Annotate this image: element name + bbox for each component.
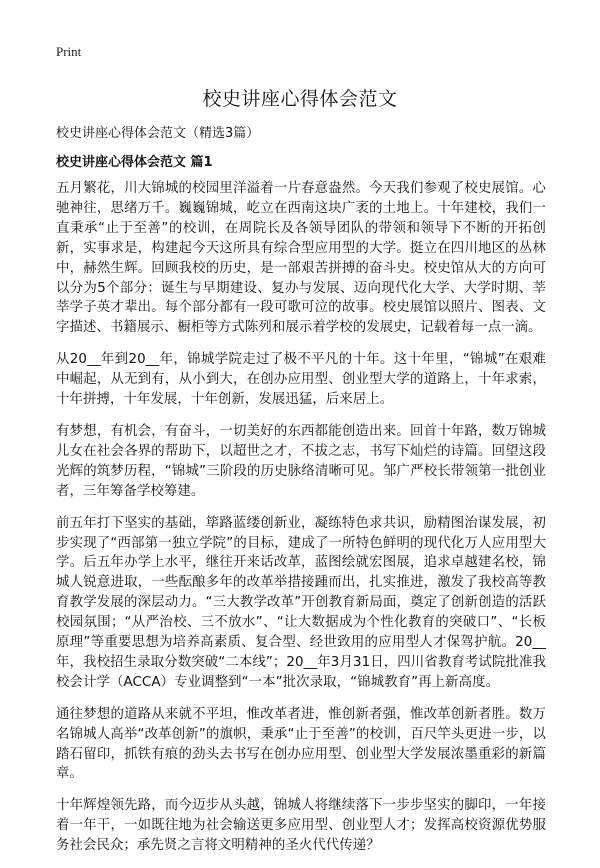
page-title: 校史讲座心得体会范文 (202, 88, 398, 110)
paragraph: 通往梦想的道路从来就不平坦，惟改革者进，惟创新者强，惟改革创新者胜。数万名锦城人高举“改革创新”的旗帜，秉承“止于至善”的校训，百尺竿头更进一步，以踏石留印，抓铁有痕的劲头去书写在创办应用型、创业型大学发展浓墨重彩的新篇章。 (56, 706, 546, 782)
paragraph: 有梦想，有机会，有奋斗，一切美好的东西都能创造出来。回首十年路，数万锦城儿女在社会各界的帮助下，以超世之才，不拔之志，书写下灿烂的诗篇。回望这段光辉的筑梦历程，“锦城”三阶段的历史脉络清晰可见。邹广严校长带领第一批创业者，三年筹备学校筹建。 (56, 423, 546, 499)
article-body (56, 179, 546, 868)
paragraph: 十年辉煌领先路，而今迈步从头越，锦城人将继续落下一步步坚实的脚印，一年接着一年干，一如既往地为社会输送更多应用型、创业型人才；发挥高校资源优势服务社会民众；承先贤之言将文明精神的圣火代代传递？ (56, 798, 546, 854)
print-link[interactable]: Print (56, 44, 82, 59)
paragraph: 从20__年到20__年，锦城学院走过了极不平凡的十年。这十年里，“锦城”在艰难中崛起，从无到有，从小到大，在创办应用型、创业型大学的道路上，十年求索，十年拼搏，十年发展，十年创新，发展迅猛，后来居上。 (56, 352, 546, 408)
document-subtitle: 校史讲座心得体会范文（精选3篇） (56, 126, 260, 141)
paragraph: 前五年打下坚实的基础，筚路蓝缕创新业，凝练特色求共识，励精图治谋发展，初步实现了“西部第一独立学院”的目标，建成了一所特色鲜明的现代化万人应用型大学。后五年办学上水平，继往开来话改革，蓝图绘就宏图展，追求卓越建名校，锦城人锐意进取，一些酝酿多年的改革举措接踵而出，扎实推进，激发了我校高等教育教学发展的深层动力。“三大教学改革”开创教育新局面，奠定了创新创造的活跃校园氛围；“从严治校、三不放水”、“让大数据成为个性化教育的突破口”、“长板原理”等重要思想为培养高素质、复合型、经世致用的应用型人才保驾护航。20__年，我校招生录取分数突破“二本线”；20__年3月31日，四川省教育考试院批准我校会计学（ACCA）专业调整到“一本”批次录取，“锦城教育”再上新高度。 (56, 515, 546, 690)
paragraph: 五月繁花，川大锦城的校园里洋溢着一片春意盎然。今天我们参观了校史展馆。心驰神往，思绪万千。巍巍锦城，屹立在西南这块广袤的土地上。十年建校，我们一直秉承“止于至善”的校训，在周院长及各领导团队的带领和领导下不断的开拓创新，实事求是，构建起今天这所具有综合型应用型的大学。挺立在四川地区的丛林中，赫然生辉。回顾我校的历史，是一部艰苦拼搏的奋斗史。校史馆从大的方向可以分为5个部分：诞生与早期建设、复办与发展、迈向现代化大学、大学时期、莘莘学子英才辈出。每个部分都有一段可歌可泣的故事。校史展馆以照片、图表、文字描述、书籍展示、橱柜等方式陈列和展示着学校的发展史，记载着每一点一滴。 (56, 181, 546, 336)
section-heading: 校史讲座心得体会范文 篇1 (56, 155, 213, 170)
